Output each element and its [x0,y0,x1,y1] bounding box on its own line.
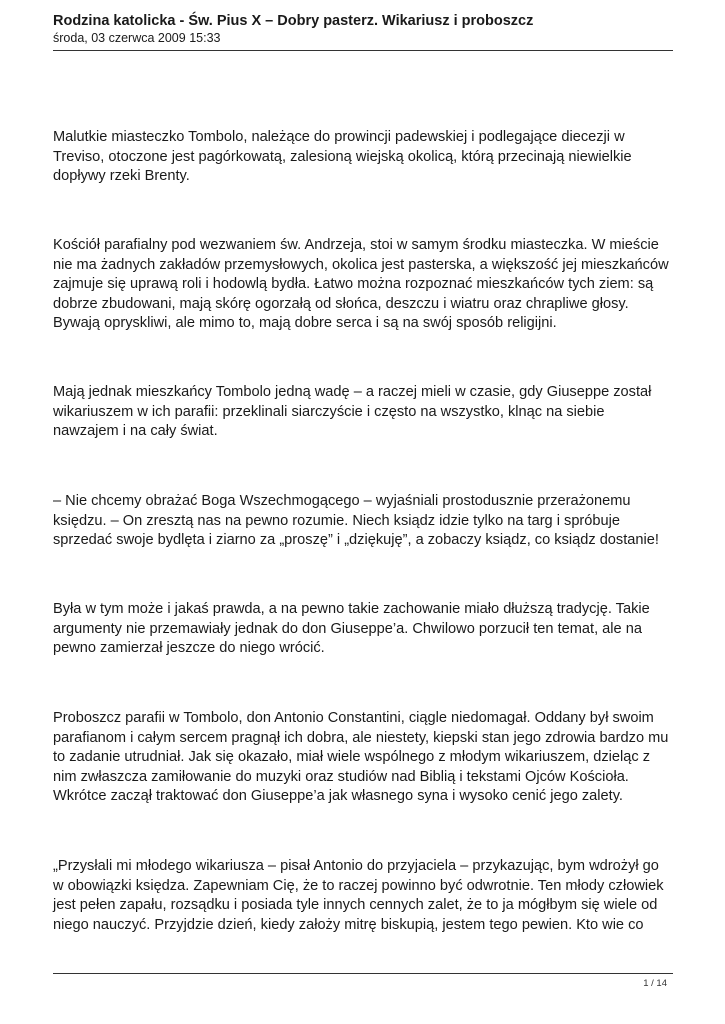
paragraph: – Nie chcemy obrażać Boga Wszechmogącego – wyjaśniali prostodusznie przerażonemu księdzu. – On zresztą nas na pewno rozumie. Niech ksiądz idzie tylko na targ i spróbuje sprzedać swoje bydlęta i ziarno za „proszę” i „dziękuję”, a zobaczy ksiądz, co ksiądz dostanie! [53,493,659,548]
paragraph: Mają jednak mieszkańcy Tombolo jedną wadę – a raczej mieli w czasie, gdy Giuseppe został wikariuszem w ich parafii: przeklinali siarczyście i często na wszystko, klnąc na siebie nawzajem i na cały świat. [53,384,652,439]
footer-divider [53,973,673,974]
header-divider [53,50,673,51]
paragraph: Kościół parafialny pod wezwaniem św. Andrzeja, stoi w samym środku miasteczka. W mieście nie ma żadnych zakładów przemysłowych, okolica jest pasterska, a większość jej mieszkańców zajmuje się uprawą roli i hodowlą bydła. Łatwo można rozpoznać mieszkańców tych ziem: są dobrze zbudowani, mają skórę ogorzałą od słońca, deszczu i wiatru oraz chrapliwe głosy. Bywają opryskliwi, ale mimo to, mają dobre serca i są na swój sposób religijni. [53,237,669,331]
page-number: 1 / 14 [643,978,667,989]
paragraph: Proboszcz parafii w Tombolo, don Antonio Constantini, ciągle niedomagał. Oddany był swoim parafianom i całym sercem pragnął ich dobra, ale niestety, kiepski stan jego zdrowia bardzo mu to zadanie utrudniał. Jak się okazało, miał wiele wspólnego z młodym wikariuszem, dzieląc z nim zwłaszcza zamiłowanie do muzyki oraz studiów nad Biblią i tekstami Ojców Kościoła. Wkrótce zaczął traktować don Giuseppe’a jak własnego syna i wysoko cenić jego zalety. [53,710,669,804]
document-header [53,12,673,46]
document-date: środa, 03 czerwca 2009 15:33 [53,31,221,45]
paragraph: „Przysłali mi młodego wikariusza – pisał Antonio do przyjaciela – przykazując, bym wdrożył go w obowiązki księdza. Zapewniam Cię, że to raczej powinno być odwrotnie. Ten młody człowiek jest pełen zapału, rozsądku i posiada tyle innych cennych zalet, że to ja mógłbym się wiele od niego nauczyć. Przyjdzie dzień, kiedy założy mitrę biskupią, jestem tego pewien. Kto wie co [53,858,664,933]
paragraph: Malutkie miasteczko Tombolo, należące do prowincji padewskiej i podlegające diecezji w Treviso, otoczone jest pagórkowatą, zalesioną wiejską okolicą, którą przecinają niewielkie dopływy rzeki Brenty. [53,129,632,184]
paragraph: Była w tym może i jakaś prawda, a na pewno takie zachowanie miało dłuższą tradycję. Takie argumenty nie przemawiały jednak do don Giuseppe’a. Chwilowo porzucił ten temat, ale na pewno zamierzał jeszcze do niego wrócić. [53,601,650,656]
document-title: Rodzina katolicka - Św. Pius X – Dobry pasterz. Wikariusz i proboszcz [53,13,534,29]
